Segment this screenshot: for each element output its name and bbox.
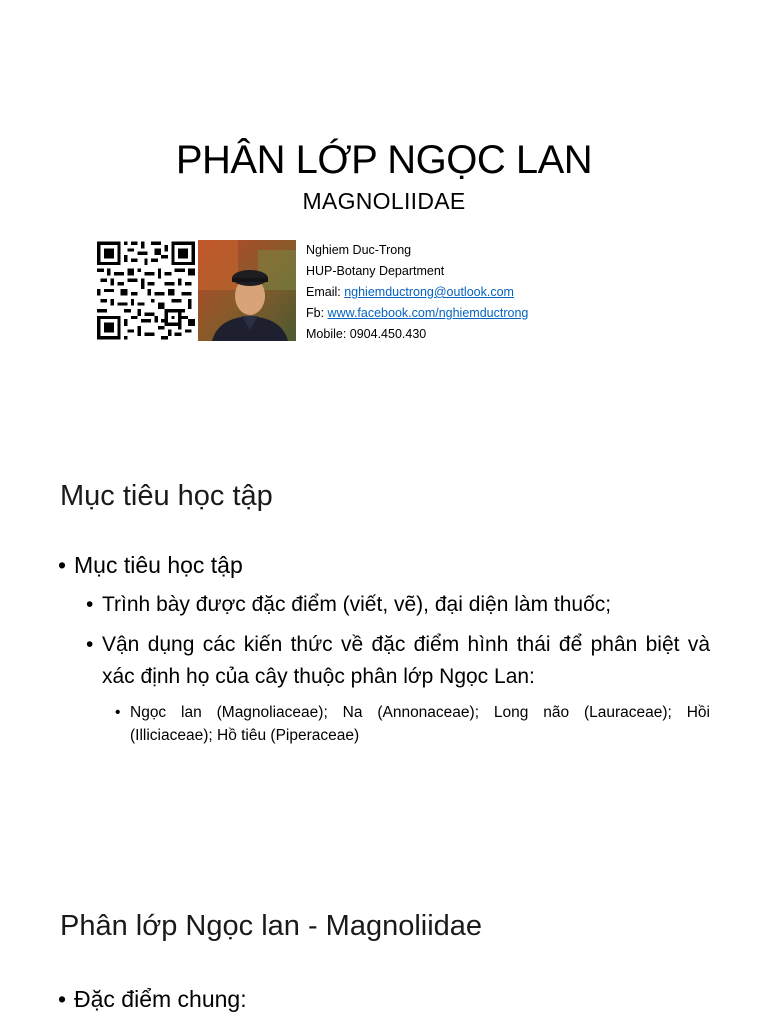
sub-bullet-item: • Vận dụng các kiến thức về đặc điểm hình thái để phân biệt và xác định họ của cây thuộc phân lớp Ngọc Lan: [58, 629, 710, 693]
author-department: HUP-Botany Department [306, 264, 445, 278]
bullet-item: • Đặc điểm chung: [58, 984, 710, 1014]
email-link[interactable]: nghiemductrong@outlook.com [344, 285, 514, 299]
mobile-line: Mobile: 0904.450.430 [306, 327, 427, 341]
title-slide [0, 0, 768, 432]
contact-info [306, 240, 528, 345]
slide-heading: Phân lớp Ngọc lan - Magnoliidae [60, 910, 483, 942]
facebook-link[interactable]: www.facebook.com/nghiemductrong [327, 306, 529, 320]
slide-subtitle: MAGNOLIIDAE [302, 188, 466, 214]
bullet-list [58, 550, 710, 747]
qr-code-icon [97, 241, 195, 340]
magnoliidae-slide [0, 864, 768, 1024]
facebook-line [306, 303, 528, 324]
bullet-list [58, 984, 710, 1014]
sub-bullet-item: • Trình bày được đặc điểm (viết, vẽ), đại diện làm thuốc; [58, 589, 710, 621]
author-name: Nghiem Duc-Trong [306, 243, 412, 257]
slide-title: PHÂN LỚP NGỌC LAN [175, 138, 593, 182]
objectives-slide [0, 432, 768, 864]
author-photo [198, 240, 296, 341]
email-line [306, 282, 528, 303]
slide-heading: Mục tiêu học tập [60, 480, 273, 512]
sub-sub-bullet-item: • Ngọc lan (Magnoliaceae); Na (Annonaceae); Long não (Lauraceae); Hồi (Illiciaceae); Hồ tiêu (Piperaceae) [58, 701, 710, 747]
bullet-item: • Mục tiêu học tập [58, 550, 710, 580]
email-label: Email: [306, 285, 345, 299]
facebook-label: Fb: [306, 306, 328, 320]
